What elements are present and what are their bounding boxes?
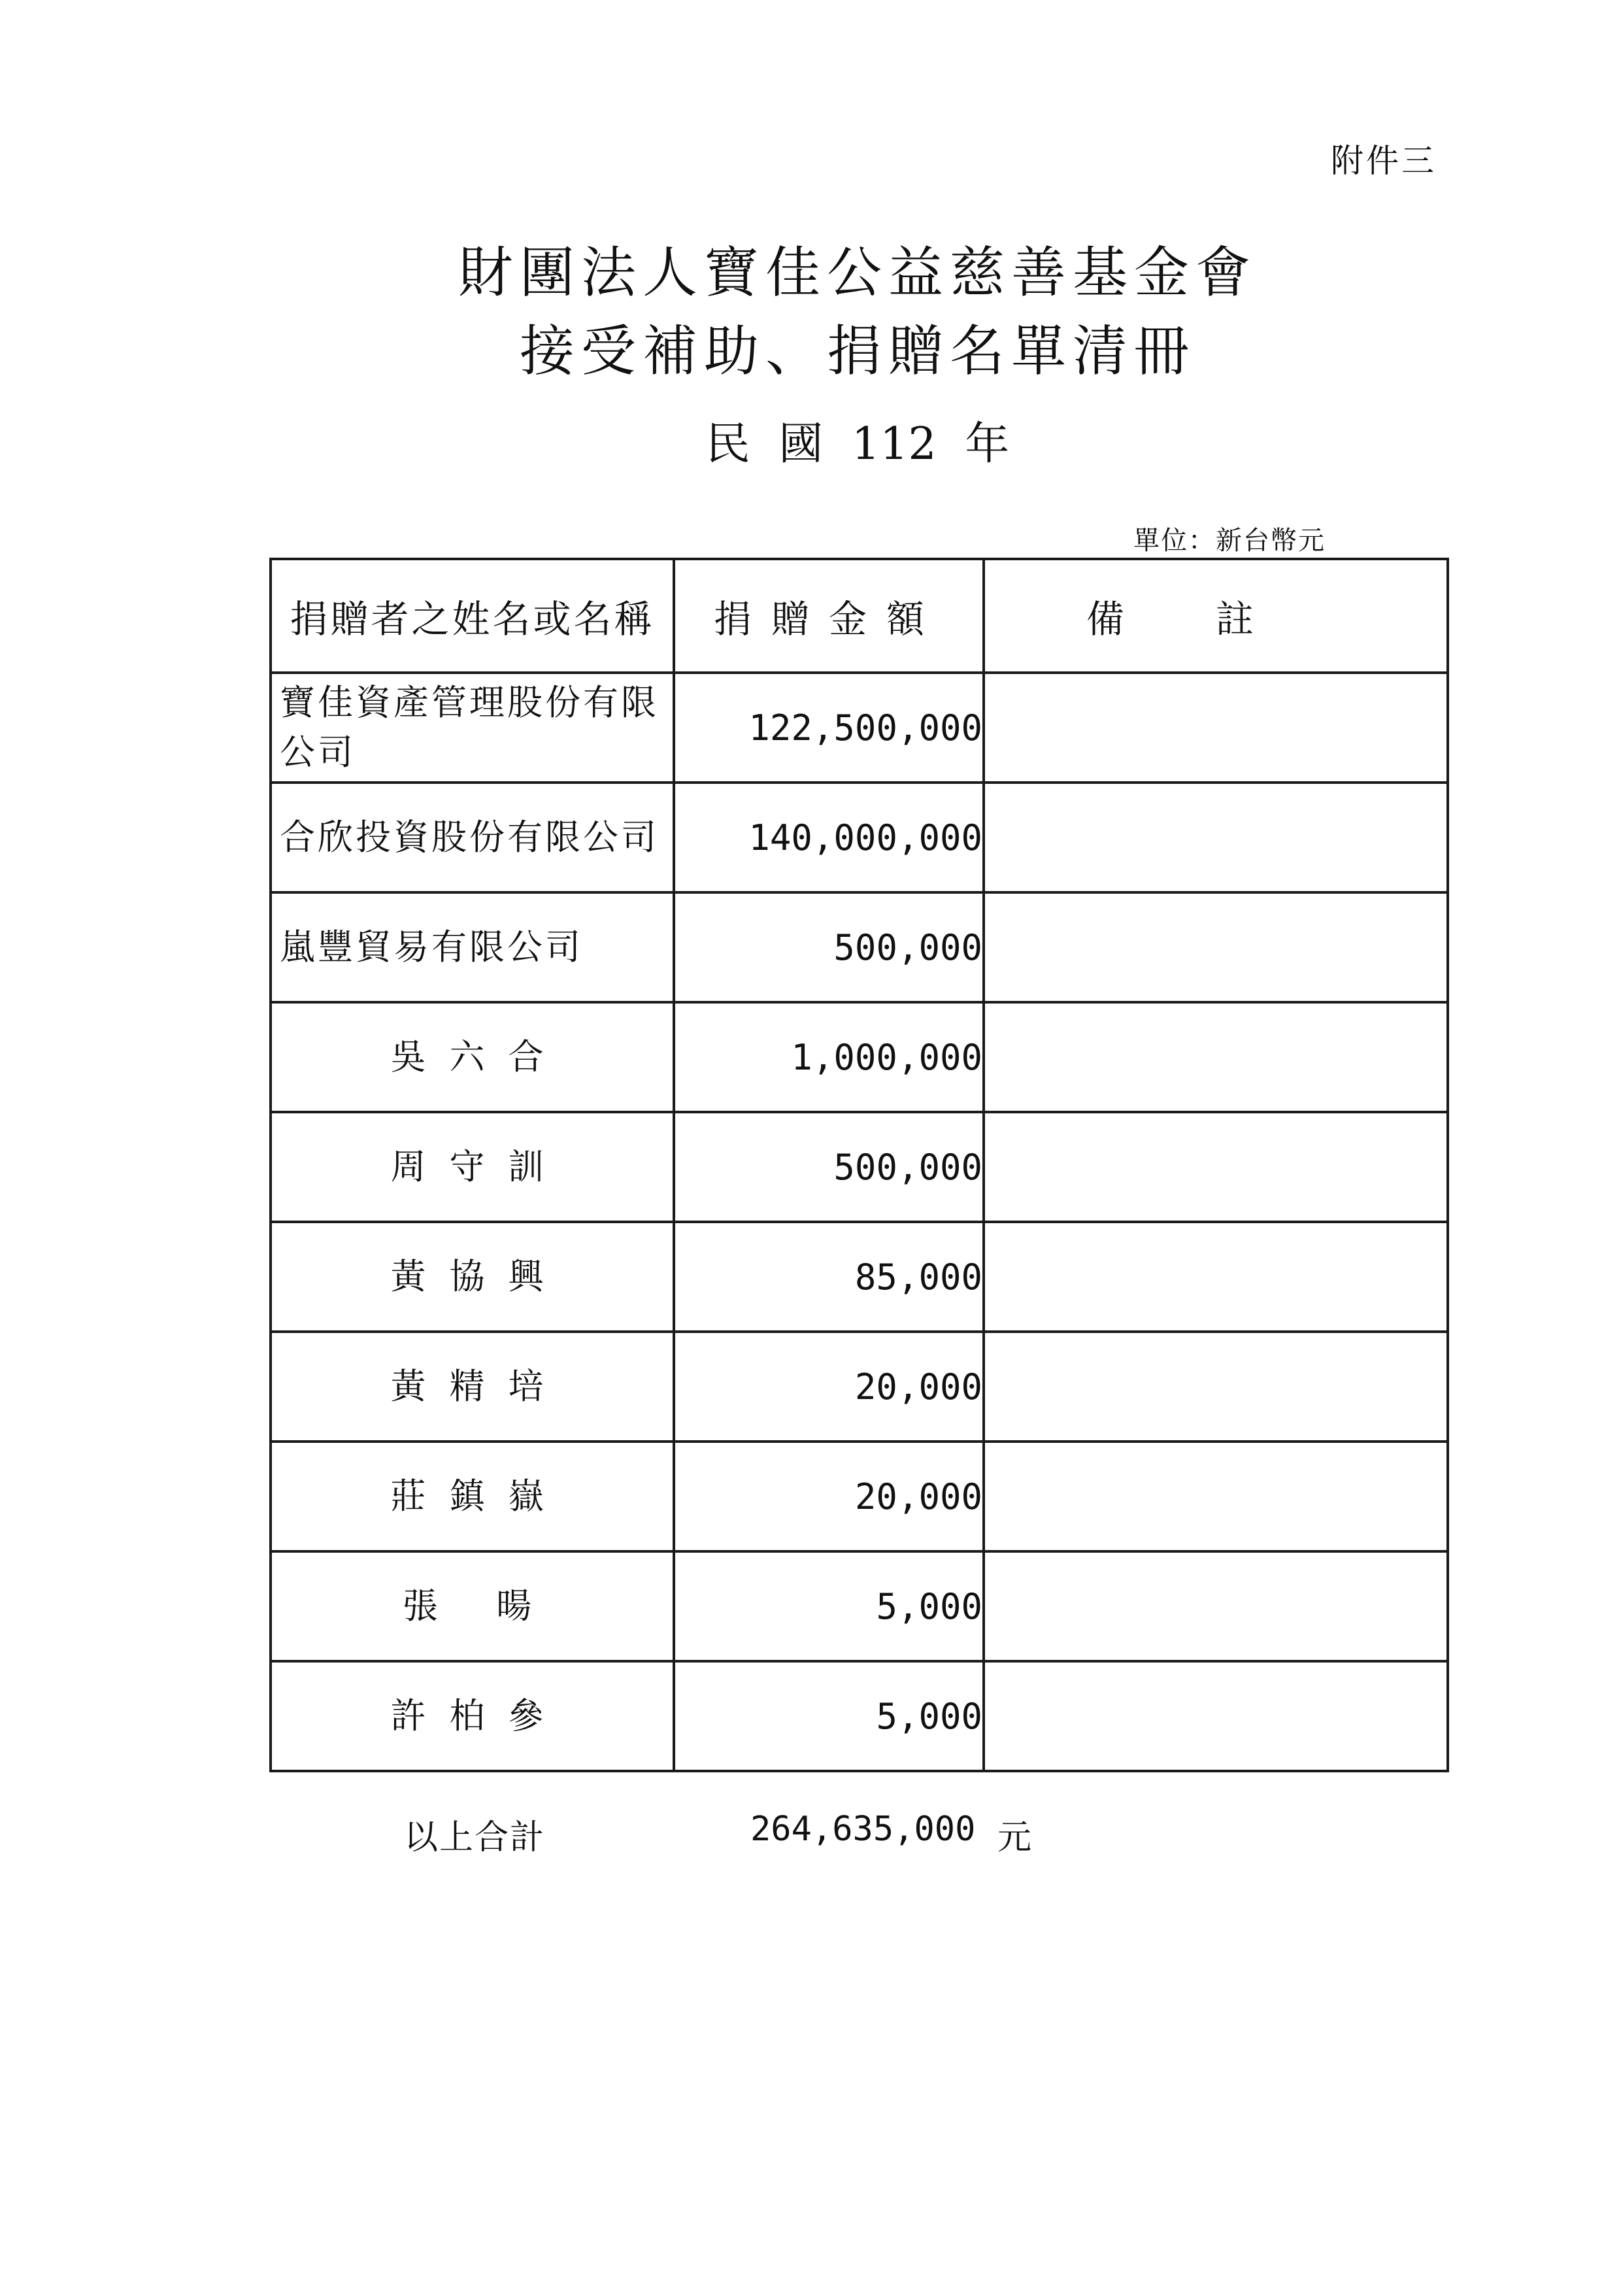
donor-name: 黃協興 [271, 1222, 674, 1332]
donor-name: 張 暘 [271, 1551, 674, 1661]
table-row [271, 1222, 1448, 1332]
donor-name: 周守訓 [271, 1112, 674, 1222]
donation-amount: 122,500,000 [674, 673, 984, 783]
table-row [271, 1442, 1448, 1551]
donor-name: 嵐豐貿易有限公司 [271, 892, 674, 1002]
donor-name: 合欣投資股份有限公司 [271, 783, 674, 892]
donation-amount: 5,000 [674, 1551, 984, 1661]
document-title: 財團法人寶佳公益慈善基金會 [458, 241, 1257, 305]
donation-amount: 5,000 [674, 1661, 984, 1771]
table-row [271, 783, 1448, 892]
donation-amount: 20,000 [674, 1332, 984, 1442]
donation-amount: 1,000,000 [674, 1002, 984, 1112]
total-amount: 264,635,000 [750, 1810, 976, 1849]
donor-name: 寶佳資產管理股份有限公司 [271, 673, 674, 783]
donation-table [269, 558, 1449, 1772]
table-row [271, 673, 1448, 783]
table-header-row [271, 559, 1448, 673]
total-unit: 元 [997, 1818, 1032, 1857]
header-donor-name: 捐贈者之姓名或名稱 [271, 559, 674, 673]
donation-note [984, 1112, 1448, 1222]
document-year: 民 國 112 年 [705, 418, 1010, 470]
donation-note [984, 1551, 1448, 1661]
attachment-label: 附件三 [1331, 142, 1437, 180]
donation-note [984, 1222, 1448, 1332]
donation-amount: 85,000 [674, 1222, 984, 1332]
donation-note [984, 1002, 1448, 1112]
table-row [271, 1112, 1448, 1222]
donation-note [984, 1661, 1448, 1771]
total-label: 以上合計 [404, 1818, 546, 1857]
header-donation-amount: 捐贈金額 [674, 559, 984, 673]
donor-name: 莊鎮嶽 [271, 1442, 674, 1551]
table-row [271, 1551, 1448, 1661]
document-subtitle: 接受補助、捐贈名單清冊 [519, 319, 1195, 383]
currency-unit: 單位：新台幣元 [1133, 526, 1326, 556]
donor-name: 黃精培 [271, 1332, 674, 1442]
donation-amount: 500,000 [674, 1112, 984, 1222]
donation-amount: 500,000 [674, 892, 984, 1002]
donation-note [984, 1332, 1448, 1442]
table-row [271, 1002, 1448, 1112]
donation-note [984, 783, 1448, 892]
donation-note [984, 673, 1448, 783]
donor-name: 吳六合 [271, 1002, 674, 1112]
donation-amount: 140,000,000 [674, 783, 984, 892]
donation-note [984, 1442, 1448, 1551]
table-row [271, 1332, 1448, 1442]
table-row [271, 1661, 1448, 1771]
header-note: 備註 [984, 559, 1448, 673]
donor-name: 許柏參 [271, 1661, 674, 1771]
donation-amount: 20,000 [674, 1442, 984, 1551]
table-row [271, 892, 1448, 1002]
donation-note [984, 892, 1448, 1002]
